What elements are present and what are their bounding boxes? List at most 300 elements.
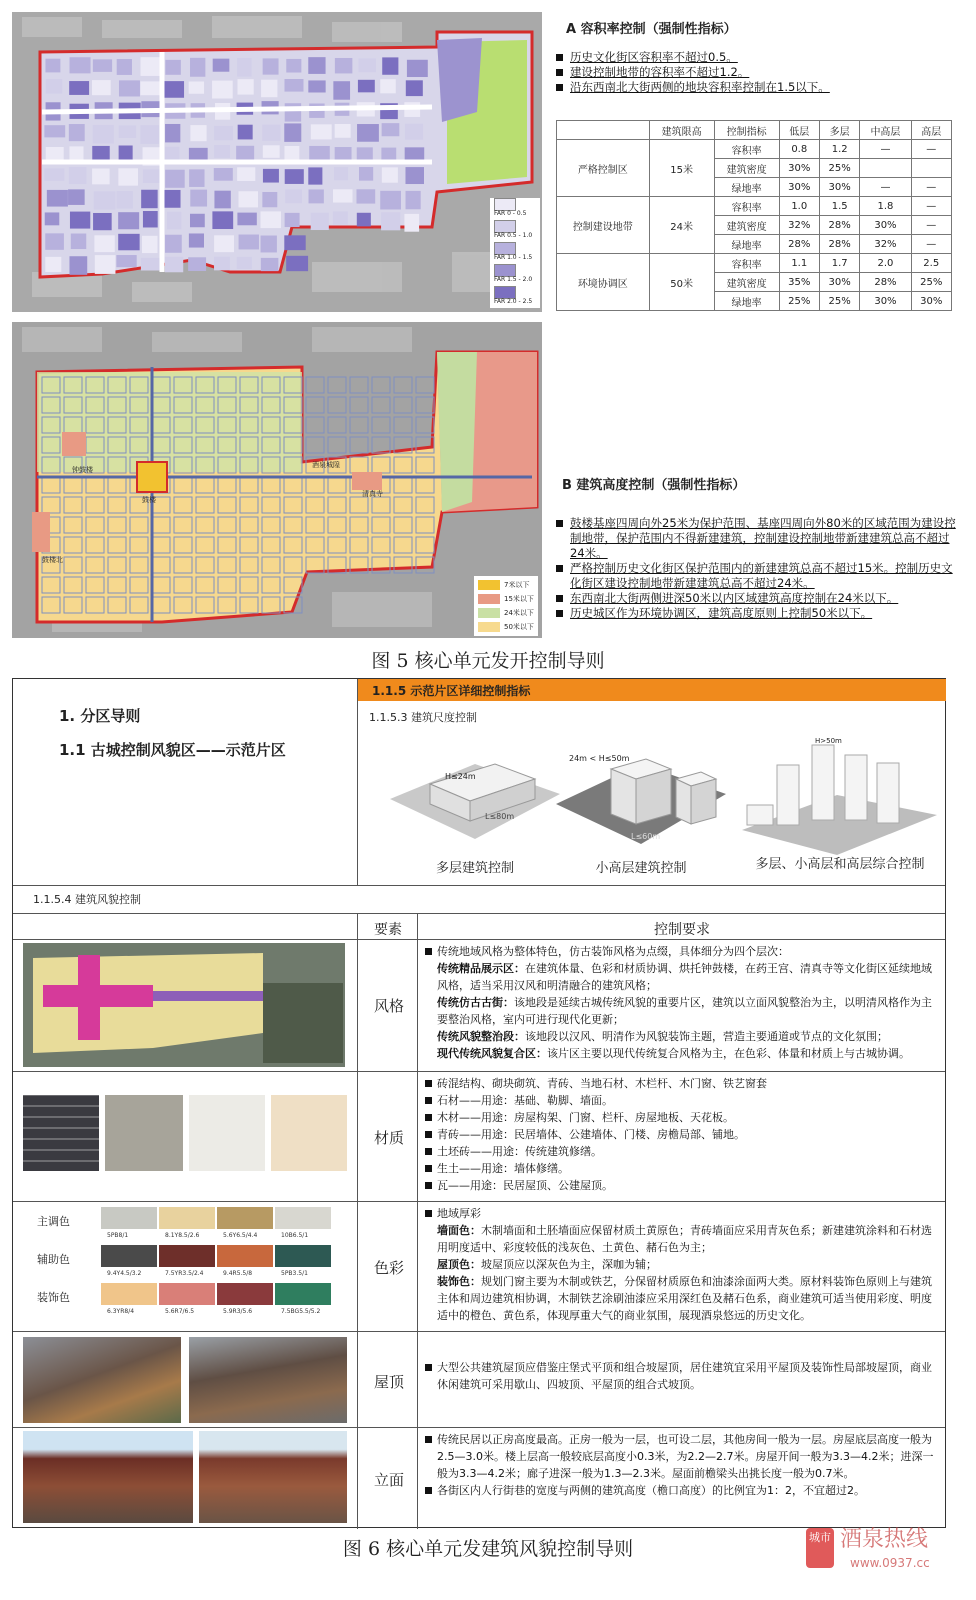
far-parcel [333, 211, 348, 224]
far-parcel [284, 79, 303, 92]
palette-swatch [275, 1245, 331, 1267]
far-parcel [263, 58, 279, 74]
palette-swatch [217, 1283, 273, 1305]
far-parcel [141, 258, 161, 271]
palette-row-label: 辅助色 [37, 1253, 70, 1266]
far-table-cell: 25% [819, 292, 859, 311]
far-table-header [557, 121, 650, 140]
far-table-cell: — [911, 235, 951, 254]
svg-text:鼓楼北: 鼓楼北 [42, 556, 63, 564]
scale-caption-1: 多层建筑控制 [435, 861, 514, 876]
far-parcel [239, 235, 259, 250]
far-parcel [119, 125, 136, 138]
far-parcel [143, 211, 158, 227]
far-parcel [214, 235, 234, 252]
far-parcel [164, 81, 184, 98]
far-parcel [214, 168, 233, 181]
far-zone-name: 控制建设地带 [557, 197, 650, 254]
far-parcel [94, 235, 114, 252]
far-legend-item [490, 286, 540, 308]
far-parcel [69, 256, 87, 275]
far-parcel [44, 125, 65, 137]
requirement-line: 土坯砖——用途：传统建筑修缮。 [425, 1143, 941, 1160]
far-table-row [557, 140, 952, 159]
height-legend-swatch [478, 608, 500, 618]
far-parcel [382, 123, 400, 136]
height-legend-label: 24米以下 [504, 609, 534, 617]
far-parcel [95, 255, 116, 274]
far-parcel [71, 234, 86, 250]
requirement-line: 屋顶色：坡屋顶应以深灰色为主，深咖为辅； [437, 1258, 657, 1271]
far-parcel [93, 59, 112, 72]
far-parcel [237, 257, 252, 269]
height-map [12, 322, 542, 638]
far-table-header: 高层 [911, 121, 951, 140]
palette-code: 9.4R5.5/8 [223, 1270, 253, 1277]
far-table-header: 建筑限高 [649, 121, 714, 140]
far-legend [490, 198, 540, 308]
far-parcel [308, 167, 322, 184]
far-table-cell: 30% [911, 292, 951, 311]
palette-code: 5.6Y6.5/4.4 [223, 1232, 258, 1239]
far-parcel [284, 123, 301, 141]
height-legend-item [474, 606, 538, 620]
far-parcel [69, 167, 87, 184]
far-parcel [117, 191, 133, 209]
far-parcel [69, 124, 85, 141]
far-parcel [190, 190, 207, 207]
far-legend-label: FAR 0 - 0.5 [494, 210, 527, 217]
far-parcel [284, 235, 305, 250]
far-parcel [308, 189, 323, 203]
far-parcel [47, 190, 68, 207]
far-map [12, 12, 542, 312]
far-table-cell: 建筑密度 [714, 159, 779, 178]
far-parcel [238, 125, 253, 140]
far-parcel [190, 125, 206, 141]
palette-row-label: 装饰色 [37, 1291, 70, 1304]
color-palette [23, 1207, 347, 1323]
height-legend-label: 7米以下 [504, 581, 530, 589]
figure-5-caption: 图 5 核心单元发开控制导则 [371, 650, 605, 672]
requirement-line: 传统仿古古街：该地段是延续古城传统风貌的重要片区，建筑以立面风貌整治为主，以明清风格作为主要整治风格，室内可进行现代化更新； [437, 996, 932, 1026]
watermark-url: www.0937.cc [850, 1556, 930, 1570]
far-parcel [263, 145, 280, 158]
palette-swatch [217, 1207, 273, 1229]
requirement-line: 石材——用途：基础、勒脚、墙面。 [425, 1092, 941, 1109]
section-a-bullets: 历史文化街区容积率不超过0.5。 建设控制地带的容积率不超过1.2。 沿东西南北大街两侧的地块容积率控制在1.5以下。 [556, 50, 956, 95]
far-parcel [189, 148, 208, 161]
far-table-cell: 1.7 [819, 254, 859, 273]
svg-text:鼓楼: 鼓楼 [142, 496, 156, 504]
far-parcel [334, 167, 348, 180]
row-label-material: 材质 [373, 1129, 404, 1147]
far-zone-height: 15米 [649, 140, 714, 197]
palette-swatch [159, 1283, 215, 1305]
far-parcel [44, 168, 64, 180]
far-table-row [557, 197, 952, 216]
palette-swatch [101, 1283, 157, 1305]
row-label-color: 色彩 [373, 1259, 404, 1277]
detail-banner [358, 679, 946, 701]
far-parcel [335, 58, 353, 73]
requirement-line: 墙面色：木制墙面和土胚墙面应保留材质土黄原色；青砖墙面应采用青灰色系；新建建筑涂料和石材选用明度适中、彩度较低的浅灰色、土黄色、赭石色为主； [437, 1224, 932, 1254]
far-parcel [239, 191, 258, 207]
row-label-roof: 屋顶 [373, 1373, 404, 1391]
col-requirement: 控制要求 [654, 922, 710, 938]
far-parcel [404, 214, 419, 232]
far-legend-label: FAR 2.0 - 2.5 [494, 298, 533, 305]
guide-table [12, 678, 946, 1528]
row-label-facade: 立面 [373, 1471, 404, 1489]
far-parcel [92, 80, 111, 95]
far-parcel [405, 124, 423, 140]
far-table-cell: 30% [779, 178, 819, 197]
facade-photo-2 [199, 1431, 347, 1523]
svg-text:清真寺: 清真寺 [362, 490, 383, 498]
palette-swatch [101, 1245, 157, 1267]
height-legend-swatch [478, 622, 500, 632]
far-table-cell: 28% [819, 216, 859, 235]
far-parcel [190, 58, 205, 77]
far-parcel [93, 213, 112, 230]
height-legend-item [474, 592, 538, 606]
watermark [806, 1520, 966, 1580]
far-table-header: 中高层 [860, 121, 911, 140]
palette-code: 10B6.5/1 [281, 1232, 309, 1239]
far-parcel [382, 167, 398, 182]
color-requirements [425, 1205, 941, 1324]
far-table-cell: 28% [819, 235, 859, 254]
far-parcel [359, 58, 377, 72]
far-parcel [46, 147, 64, 160]
height-legend [474, 576, 538, 636]
far-parcel [284, 146, 299, 160]
svg-text:H>50m: H>50m [815, 737, 842, 745]
far-table-cell: 28% [779, 235, 819, 254]
scale-caption-2: 小高层建筑控制 [595, 861, 687, 876]
requirement-line: 传统民居以正房高度最高。正房一般为一层，也可设二层，其他房间一般为一层。房屋底层高度一般为2.5—3.0米。楼上层高一般较底层高度小0.3米，为2.2—2.7米。房屋开间一般为3.3—4.2米；进深一般为3.3—4.2米；廊子进深一般为1.3—2.3米。屋面前檐梁头出挑长度一般为0.7米。 [425, 1431, 941, 1482]
roof-photo-1 [23, 1337, 181, 1423]
palette-swatch [217, 1245, 273, 1267]
far-table-cell: 建筑密度 [714, 273, 779, 292]
section-a-heading: A 容积率控制（强制性指标） [566, 22, 737, 37]
palette-swatch [159, 1207, 215, 1229]
far-parcel [188, 257, 206, 271]
svg-text:酒泉城隍: 酒泉城隍 [312, 461, 340, 469]
requirement-line: 瓦——用途：民居屋顶、公建屋顶。 [425, 1177, 941, 1194]
far-parcel [236, 146, 254, 162]
far-parcel [214, 126, 233, 140]
scale-diagram-2 [551, 739, 731, 879]
far-table-cell: — [911, 216, 951, 235]
far-parcel [380, 79, 395, 93]
far-table-cell: 绿地率 [714, 235, 779, 254]
far-parcel [70, 57, 91, 73]
far-table-cell: 建筑密度 [714, 216, 779, 235]
far-parcel [237, 58, 252, 76]
far-parcel [116, 255, 136, 267]
far-parcel [212, 81, 233, 99]
far-parcel [260, 211, 281, 228]
far-table-cell: 1.0 [779, 197, 819, 216]
far-table-cell: 2.0 [860, 254, 911, 273]
far-parcel [165, 170, 185, 188]
far-parcel [119, 80, 140, 96]
far-parcel [141, 190, 157, 208]
far-table-cell: 1.8 [860, 197, 911, 216]
scale-subheading: 1.1.5.3 建筑尺度控制 [369, 711, 477, 724]
far-table-row [557, 254, 952, 273]
far-parcel [140, 125, 159, 144]
palette-code: 5PB8/1 [107, 1232, 129, 1239]
height-legend-item [474, 620, 538, 634]
svg-text:L≤80m: L≤80m [485, 812, 515, 821]
far-table-cell: 绿地率 [714, 292, 779, 311]
far-parcel [407, 60, 428, 77]
far-parcel [214, 191, 230, 209]
far-parcel [214, 257, 230, 271]
far-zone-name: 环境协调区 [557, 254, 650, 311]
far-table-cell: 32% [860, 235, 911, 254]
far-table-cell: 容积率 [714, 197, 779, 216]
far-parcel [308, 80, 325, 92]
far-parcel [285, 189, 302, 203]
roof-photo-2 [189, 1337, 347, 1423]
height-legend-item [474, 578, 538, 592]
height-legend-label: 15米以下 [504, 595, 534, 603]
far-table-cell: 25% [819, 159, 859, 178]
far-table-header: 控制指标 [714, 121, 779, 140]
section-b-heading: B 建筑高度控制（强制性指标） [562, 478, 746, 493]
height-legend-swatch [478, 594, 500, 604]
palette-code: 7.5YR3.5/2.4 [165, 1270, 204, 1277]
svg-text:24m < H≤50m: 24m < H≤50m [569, 754, 630, 763]
far-legend-item [490, 264, 540, 286]
far-parcel [117, 59, 132, 75]
far-parcel [263, 169, 279, 183]
palette-swatch [275, 1283, 331, 1305]
roof-requirements [425, 1359, 941, 1393]
far-parcel [68, 189, 85, 205]
svg-text:L≤60m: L≤60m [631, 832, 661, 841]
roof-photos [23, 1337, 347, 1423]
palette-code: 5.9R3/5.6 [223, 1308, 253, 1315]
far-parcel [237, 79, 253, 94]
far-legend-item [490, 242, 540, 264]
requirement-line: 传统精品展示区：在建筑体量、色彩和材质协调、烘托钟鼓楼，在药王宫、清真寺等文化街区延续地域风格，适当采用汉风和明清融合的建筑风格； [437, 962, 932, 992]
detail-banner-label: 1.1.5 示范片区详细控制指标 [372, 684, 531, 698]
far-parcel [286, 59, 301, 73]
far-table-cell: 25% [911, 273, 951, 292]
far-parcel [45, 59, 60, 73]
far-table-cell: 1.5 [819, 197, 859, 216]
far-parcel [405, 167, 424, 184]
requirement-line: 大型公共建筑屋顶应借鉴庄堡式平顶和组合坡屋顶，居住建筑宜采用平屋顶及装饰性局部坡屋顶，商业休闲建筑可采用歇山、四坡顶、平屋顶的组合式坡顶。 [425, 1359, 941, 1393]
far-table-cell: 30% [819, 178, 859, 197]
facade-photo-1 [23, 1431, 193, 1523]
far-parcel [261, 80, 277, 98]
far-table-cell: 30% [860, 292, 911, 311]
far-parcel [141, 57, 163, 76]
far-table-cell: — [860, 140, 911, 159]
far-legend-label: FAR 0.5 - 1.0 [494, 232, 533, 239]
far-parcel [286, 256, 308, 271]
far-table-header: 多层 [819, 121, 859, 140]
far-parcel [46, 79, 63, 94]
far-table-cell [911, 159, 951, 178]
far-parcel [261, 258, 279, 271]
facade-subheading: 1.1.5.4 建筑风貌控制 [33, 893, 141, 906]
far-table-cell: 35% [779, 273, 819, 292]
far-parcel [213, 59, 230, 72]
far-table-cell: 30% [860, 216, 911, 235]
figure-6-caption: 图 6 核心单元发建筑风貌控制导则 [342, 1538, 634, 1560]
far-parcel [309, 146, 330, 161]
far-table-cell: 容积率 [714, 254, 779, 273]
far-zone-height: 24米 [649, 197, 714, 254]
far-parcel [237, 167, 255, 181]
requirement-line: 传统地域风格为整体特色，仿古装饰风格为点缀，具体细分为四个层次： [425, 943, 941, 960]
far-parcel [118, 168, 138, 185]
style-map [23, 943, 345, 1067]
far-parcel [311, 213, 329, 230]
far-parcel [94, 191, 116, 209]
far-parcel [406, 191, 421, 209]
requirement-line: 地域厚彩 [425, 1205, 941, 1222]
far-parcel [189, 233, 204, 247]
svg-text:H≤24m: H≤24m [445, 772, 476, 781]
material-samples [23, 1095, 347, 1171]
far-parcel [356, 189, 375, 203]
palette-code: 5.6R7/6.5 [165, 1308, 195, 1315]
far-parcel [118, 212, 139, 229]
requirement-line: 现代传统风貌复合区：该片区主要以现代传统复合风格为主，在色彩、体量和材质上与古城协调。 [437, 1047, 910, 1060]
earth-sample [271, 1095, 347, 1171]
far-table-cell: — [911, 140, 951, 159]
far-parcel [308, 57, 325, 74]
height-legend-label: 50米以下 [504, 623, 534, 631]
far-table-cell: 1.2 [819, 140, 859, 159]
far-parcel [214, 145, 230, 158]
far-parcel [261, 236, 277, 253]
far-zone-height: 50米 [649, 254, 714, 311]
svg-text:钟鼓楼: 钟鼓楼 [72, 466, 93, 474]
far-parcel [165, 124, 180, 142]
far-parcel [380, 191, 401, 210]
requirement-line: 各街区内人行街巷的宽度与两侧的建筑高度（檐口高度）的比例宜为1：2，不宜超过2。 [425, 1482, 941, 1499]
far-parcel [333, 81, 350, 100]
far-parcel [45, 257, 61, 272]
far-parcel [237, 213, 256, 226]
far-table-cell: 绿地率 [714, 178, 779, 197]
far-table-cell: 28% [860, 273, 911, 292]
far-parcel [69, 81, 89, 95]
far-table-cell: 32% [779, 216, 819, 235]
height-legend-swatch [478, 580, 500, 590]
far-parcel [285, 169, 304, 184]
stone-sample [105, 1095, 183, 1171]
far-parcel [70, 212, 90, 229]
far-parcel [140, 81, 161, 95]
requirement-line: 生土——用途：墙体修缮。 [425, 1160, 941, 1177]
far-parcel [142, 236, 157, 253]
palette-code: 6.3YR8/4 [107, 1308, 135, 1315]
far-parcel [382, 57, 398, 74]
far-zone-name: 严格控制区 [557, 140, 650, 197]
far-parcel [190, 214, 205, 227]
far-parcel [92, 168, 110, 184]
far-parcel [165, 235, 182, 253]
far-table-cell [860, 159, 911, 178]
far-parcel [167, 212, 181, 230]
requirement-line: 传统风貌整治段：该地段以汉风、明清作为风貌装饰主题，营造主要通道或节点的文化氛围； [437, 1030, 888, 1043]
far-parcel [165, 60, 181, 75]
far-table-cell: 1.1 [779, 254, 819, 273]
zone-subtitle: 1.1 古城控制风貌区——示范片区 [59, 741, 286, 759]
requirement-line: 装饰色：规划门窗主要为木制或铁艺，分保留材质原色和油漆涂面两大类。原材料装饰色原则上与建筑主体和周边建筑相协调，木制铁艺涂刷油漆应采用深红色及赭石色系，商业建筑可适当使用彩度、明度适中的橙色、黄色系，体现厚重大气的商业氛围，展现酒泉悠远的历史文化。 [437, 1275, 932, 1322]
far-parcel [45, 233, 64, 249]
far-parcel [333, 189, 352, 202]
far-parcel [262, 125, 280, 141]
far-legend-label: FAR 1.0 - 1.5 [494, 254, 533, 261]
far-parcel [311, 124, 332, 139]
zone-title: 1. 分区导则 [59, 707, 141, 725]
far-table [556, 120, 952, 311]
far-parcel [358, 80, 375, 93]
palette-code: 5PB3.5/1 [281, 1270, 308, 1277]
far-parcel [381, 212, 400, 230]
palette-swatch [101, 1207, 157, 1229]
material-requirements [425, 1075, 941, 1194]
row-label-style: 风格 [373, 997, 404, 1015]
far-table-cell: — [911, 178, 951, 197]
far-parcel [262, 192, 277, 207]
requirement-line: 青砖——用途：民居墙体、公建墙体、门楼、房檐局部、铺地。 [425, 1126, 941, 1143]
plaster-sample [189, 1095, 265, 1171]
far-table-cell: 2.5 [911, 254, 951, 273]
far-table-cell: — [860, 178, 911, 197]
far-parcel [212, 211, 233, 229]
palette-row-label: 主调色 [37, 1215, 70, 1228]
far-table-cell: 0.8 [779, 140, 819, 159]
brick-sample [23, 1095, 99, 1171]
far-legend-item [490, 198, 540, 220]
far-table-cell: 25% [779, 292, 819, 311]
style-requirements [425, 943, 941, 1062]
palette-code: 7.5BG5.5/5.2 [281, 1308, 321, 1315]
section-b-bullets: 鼓楼基座四周向外25米为保护范围、基座四周向外80米的区域范围为建设控制地带，保护范围内不得新建建筑，控制建设控制地带新建建筑总高不超过24米。 严格控制历史文化街区保护范围内的新建建筑总高不超过15米。控制历史文化街区建设控制地带新建建筑总高不超过24米。 东西南北大街两侧进深50米以内区域建筑高度控制在24米以下。 历史城区作为环境协调区，建筑高度原则上控制50米以下。 [556, 516, 960, 621]
far-parcel [118, 234, 139, 250]
requirement-line: 砖混结构、砌块砌筑、青砖、当地石材、木栏杆、木门窗、铁艺窗套 [425, 1075, 941, 1092]
facade-photos [23, 1431, 347, 1523]
facade-requirements [425, 1431, 941, 1499]
far-parcel [285, 103, 301, 121]
far-parcel [357, 124, 379, 142]
watermark-badge: 城市 [806, 1528, 834, 1568]
far-parcel [164, 190, 181, 208]
far-parcel [189, 169, 204, 187]
scale-caption-3: 多层、小高层和高层综合控制 [755, 857, 925, 872]
far-table-header: 低层 [779, 121, 819, 140]
far-parcel [165, 257, 183, 272]
far-legend-item [490, 220, 540, 242]
far-table-cell: 30% [819, 273, 859, 292]
scale-diagram-1 [385, 739, 565, 879]
palette-swatch [275, 1207, 331, 1229]
far-parcel [285, 213, 300, 227]
palette-code: 8.1Y8.5/2.6 [165, 1232, 200, 1239]
